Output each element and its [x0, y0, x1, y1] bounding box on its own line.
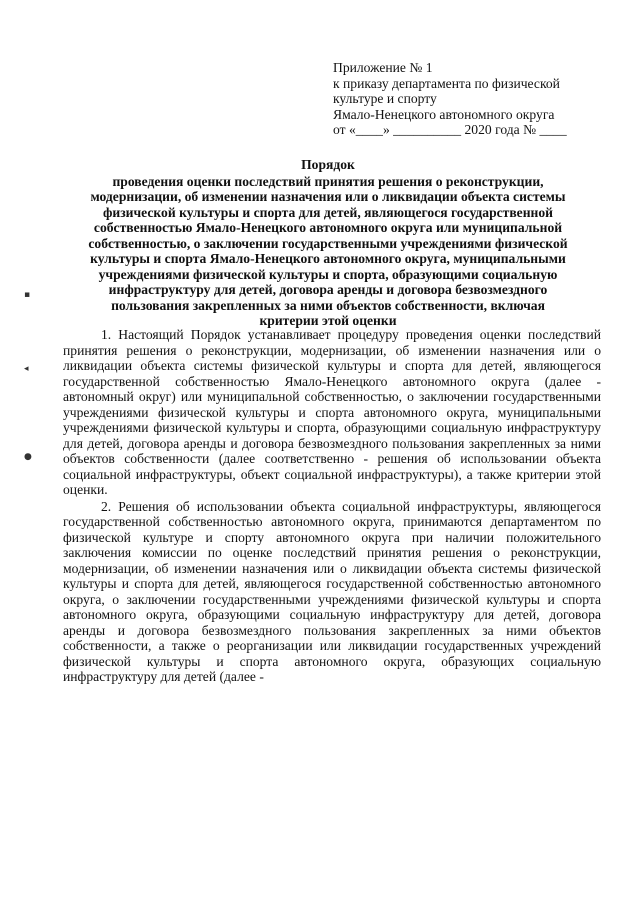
- annex-department-line: культуре и спорту: [333, 91, 437, 106]
- title-line: собственностью Ямало-Ненецкого автономного округа или муниципальной: [93, 220, 563, 235]
- title-line: модернизации, об изменении назначения или о ликвидации объекта системы: [90, 189, 566, 204]
- scan-mark-icon: ●: [24, 452, 32, 462]
- paragraph-1: 1. Настоящий Порядок устанавливает процедуру проведения оценки последствий принятия решения о реконструкции, модернизации, об изменении назначения или о ликвидации объекта системы физической культуры и спорта для детей, являющегося государственной собственностью Ямало-Ненецкого автономного округа (далее - автономный округ) или муниципальной собственностью, о заключении государственными учреждениями физической культуры и спорта автономного округа, муниципальными учреждениями физической культуры и спорта, образующими социальную инфраструктуру для детей, договора аренды и договора безвозмездного пользования закрепленных за ними объектов собственности (далее соответственно - решения об использовании объекта социальной инфраструктуры, объект социальной инфраструктуры), а также критерии этой оценки.: [63, 327, 601, 497]
- title-line: инфраструктуру для детей, договора аренды и договора безвозмездного: [108, 282, 548, 297]
- title-line: собственностью, о заключении государственными учреждениями физической: [88, 235, 568, 251]
- scan-mark-icon: ◂: [24, 364, 29, 374]
- document-body: [63, 327, 601, 686]
- annex-order-line: к приказу департамента по физической: [333, 75, 560, 91]
- title-line: культуры и спорта Ямало-Ненецкого автономного округа, муниципальными: [90, 251, 566, 266]
- annex-date-line: от «____» __________ 2020 года № ____: [333, 122, 567, 137]
- annex-region-line: Ямало-Ненецкого автономного округа: [333, 106, 555, 122]
- title-line: критерии этой оценки: [259, 313, 397, 328]
- document-title: [58, 157, 598, 329]
- title-line: учреждениями физической культуры и спорта, образующими социальную: [98, 266, 558, 282]
- title-line: проведения оценки последствий принятия решения о реконструкции,: [112, 173, 544, 189]
- annex-block: [333, 60, 603, 138]
- annex-number: Приложение № 1: [333, 60, 433, 75]
- title-heading: Порядок: [301, 157, 355, 172]
- title-line: физической культуры и спорта для детей, являющегося государственной: [102, 204, 554, 220]
- scan-mark-icon: ▪: [24, 290, 31, 300]
- paragraph-2: 2. Решения об использовании объекта социальной инфраструктуры, являющегося государственной собственностью автономного округа, принимаются департаментом по физической культуре и спорту автономного округа при наличии положительного заключения комиссии по оценке последствий принятия решения о реконструкции, модернизации, об изменении назначения или о ликвидации объекта системы физической культуры и спорта для детей, являющегося государственной собственностью автономного округа, о заключении государственными учреждениями физической культуры и спорта автономного округа, образующими социальную инфраструктуру для детей, договора аренды и договора безвозмездного пользования закрепленных за ними объектов собственности, а также о реорганизации или ликвидации государственных учреждений физической культуры и спорта автономного округа, образующих социальную инфраструктуру для детей (далее -: [63, 498, 601, 684]
- title-line: пользования закрепленных за ними объектов собственности, включая: [111, 297, 545, 313]
